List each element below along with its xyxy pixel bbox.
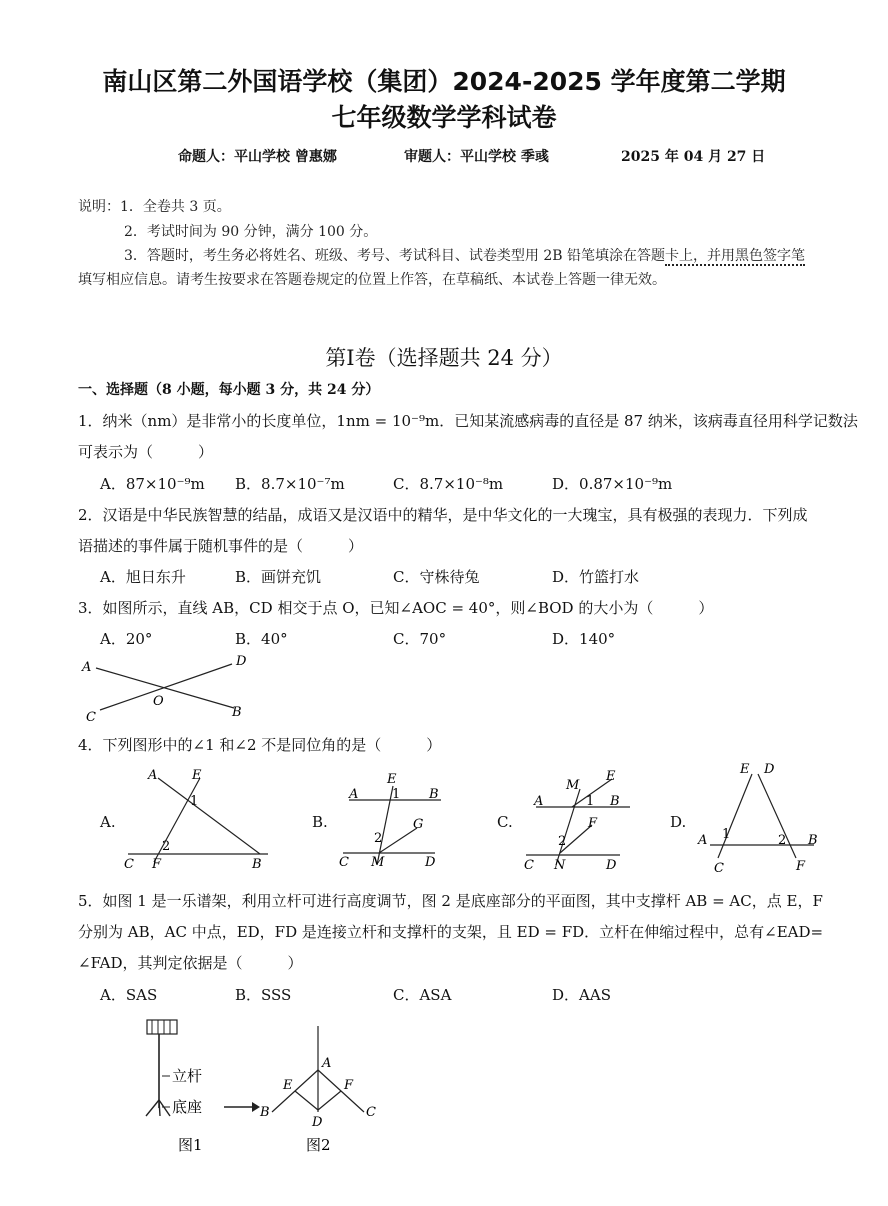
q4-option-b[interactable]: B.	[312, 813, 328, 831]
svg-text:1: 1	[586, 794, 595, 809]
q4-line1: 4．下列图形中的∠1 和∠2 不是同位角的是（ ）	[78, 736, 442, 754]
q4-figure-c	[520, 765, 640, 872]
line-ab	[96, 668, 234, 708]
svg-text:D: D	[764, 762, 775, 777]
svg-text:1: 1	[722, 827, 731, 842]
q5-figure-1	[136, 1012, 246, 1172]
svg-text:2: 2	[778, 833, 787, 848]
svg-text:E: E	[283, 1078, 293, 1093]
setter: 命题人：平山学校 曾惠娜	[178, 149, 337, 165]
q3-line1: 3．如图所示，直线 AB，CD 相交于点 O，已知∠AOC = 40°，则∠BOD 的大小为（ ）	[78, 599, 714, 617]
svg-text:1: 1	[392, 787, 401, 802]
svg-text:2: 2	[558, 834, 567, 849]
q4-option-c[interactable]: C.	[497, 813, 513, 831]
q2-line2: 语描述的事件属于随机事件的是（ ）	[78, 537, 364, 555]
svg-text:C: C	[524, 858, 534, 872]
part-heading: 一、选择题（8 小题，每小题 3 分，共 24 分）	[78, 382, 380, 398]
svg-text:M: M	[371, 855, 385, 870]
svg-text:B: B	[260, 1105, 270, 1120]
svg-text:M: M	[566, 778, 580, 793]
q5-figure-2	[256, 1020, 386, 1172]
label-base: 底座	[172, 1098, 203, 1116]
svg-text:E: E	[387, 772, 397, 787]
note-3-emphasis: 卡上，并用黑色签字笔	[665, 248, 806, 264]
svg-text:1: 1	[190, 794, 199, 809]
q3-option-c[interactable]: C．70°	[393, 630, 447, 648]
svg-text:B: B	[808, 833, 818, 848]
label-o: O	[153, 694, 164, 709]
svg-text:A: A	[322, 1056, 332, 1071]
label-d: D	[236, 654, 247, 669]
svg-text:2: 2	[162, 839, 171, 854]
note-1: 说明：1．全卷共 3 页。	[78, 199, 231, 215]
q5-option-a[interactable]: A．SAS	[100, 986, 158, 1004]
q2-line1: 2．汉语是中华民族智慧的结晶，成语又是汉语中的精华，是中华文化的一大瑰宝，具有极强的表现力．下列成	[78, 506, 808, 524]
svg-text:C: C	[339, 855, 349, 870]
svg-text:C: C	[366, 1105, 376, 1120]
q1-line1: 1．纳米（nm）是非常小的长度单位，1nm = 10⁻⁹m．已知某流感病毒的直径是 87 纳米，该病毒直径用科学记数法	[78, 412, 858, 430]
svg-text:D: D	[312, 1115, 323, 1130]
q4-option-a[interactable]: A.	[100, 813, 116, 831]
svg-text:B: B	[610, 794, 620, 809]
q3-figure	[78, 650, 258, 730]
svg-text:C: C	[714, 861, 724, 874]
svg-text:G: G	[413, 817, 424, 832]
svg-text:F: F	[152, 857, 162, 872]
note-2: 2．考试时间为 90 分钟，满分 100 分。	[124, 224, 378, 240]
svg-text:E: E	[740, 762, 750, 777]
exam-date: 2025 年 04 月 27 日	[621, 149, 766, 165]
svg-text:A: A	[148, 768, 158, 783]
svg-text:B: B	[252, 857, 262, 872]
q5-option-b[interactable]: B．SSS	[235, 986, 292, 1004]
q2-option-c[interactable]: C．守株待兔	[393, 568, 480, 586]
svg-text:A: A	[698, 833, 708, 848]
q5-line1: 5．如图 1 是一乐谱架，利用立杆可进行高度调节，图 2 是底座部分的平面图，其中支撑杆 AB = AC，点 E，F	[78, 892, 823, 910]
svg-text:2: 2	[374, 831, 383, 846]
note-3-text: 3．答题时，考生务必将姓名、班级、考号、考试科目、试卷类型用 2B 铅笔填涂在答题	[124, 248, 666, 264]
caption-fig2: 图2	[306, 1136, 331, 1154]
q1-option-b[interactable]: B．8.7×10⁻⁷m	[235, 475, 345, 493]
q4-option-d[interactable]: D.	[670, 813, 687, 831]
reviewer: 审题人：平山学校 季彧	[404, 149, 549, 165]
note-3	[124, 245, 805, 265]
line-cd	[100, 664, 232, 710]
q1-option-c[interactable]: C．8.7×10⁻⁸m	[393, 475, 504, 493]
exam-title-line2: 七年级数学学科试卷	[331, 103, 557, 132]
q5-line2: 分别为 AB，AC 中点，ED，FD 是连接立杆和支撑杆的支架，且 ED = FD．立杆在伸缩过程中，总有∠EAD=	[78, 923, 824, 941]
label-c: C	[86, 710, 96, 725]
q5-option-d[interactable]: D．AAS	[552, 986, 611, 1004]
q4-figure-a	[118, 762, 278, 872]
note-3-cont: 填写相应信息。请考生按要求在答题卷规定的位置上作答，在草稿纸、本试卷上答题一律无效。	[78, 272, 666, 288]
label-b: B	[232, 705, 242, 720]
q4-figure-d	[692, 758, 832, 874]
q3-option-b[interactable]: B．40°	[235, 630, 288, 648]
label-pole: 立杆	[172, 1067, 203, 1085]
svg-text:N: N	[554, 858, 566, 872]
svg-text:F: F	[344, 1078, 354, 1093]
svg-text:E: E	[606, 769, 616, 784]
q5-option-c[interactable]: C．ASA	[393, 986, 452, 1004]
caption-fig1: 图1	[178, 1136, 203, 1154]
q1-option-a[interactable]: A．87×10⁻⁹m	[100, 475, 205, 493]
section-title: 第Ⅰ卷（选择题共 24 分）	[325, 346, 563, 370]
q1-option-d[interactable]: D．0.87×10⁻⁹m	[552, 475, 673, 493]
q5-line3: ∠FAD，其判定依据是（ ）	[78, 954, 303, 972]
svg-text:F: F	[796, 859, 806, 874]
q2-option-d[interactable]: D．竹篮打水	[552, 568, 640, 586]
exam-title-line1: 南山区第二外国语学校（集团）2024-2025 学年度第二学期	[102, 67, 786, 96]
svg-text:A: A	[349, 787, 359, 802]
q4-figure-b	[335, 768, 450, 872]
q3-option-a[interactable]: A．20°	[100, 630, 153, 648]
svg-text:D: D	[425, 855, 436, 870]
q3-option-d[interactable]: D．140°	[552, 630, 616, 648]
q1-line2: 可表示为（ ）	[78, 443, 214, 461]
svg-text:C: C	[124, 857, 134, 872]
svg-text:E: E	[192, 768, 202, 783]
svg-text:F: F	[588, 816, 598, 831]
svg-text:B: B	[429, 787, 439, 802]
svg-text:A: A	[534, 794, 544, 809]
label-a: A	[82, 660, 92, 675]
svg-text:D: D	[606, 858, 617, 872]
q2-option-b[interactable]: B．画饼充饥	[235, 568, 322, 586]
q2-option-a[interactable]: A．旭日东升	[100, 568, 186, 586]
